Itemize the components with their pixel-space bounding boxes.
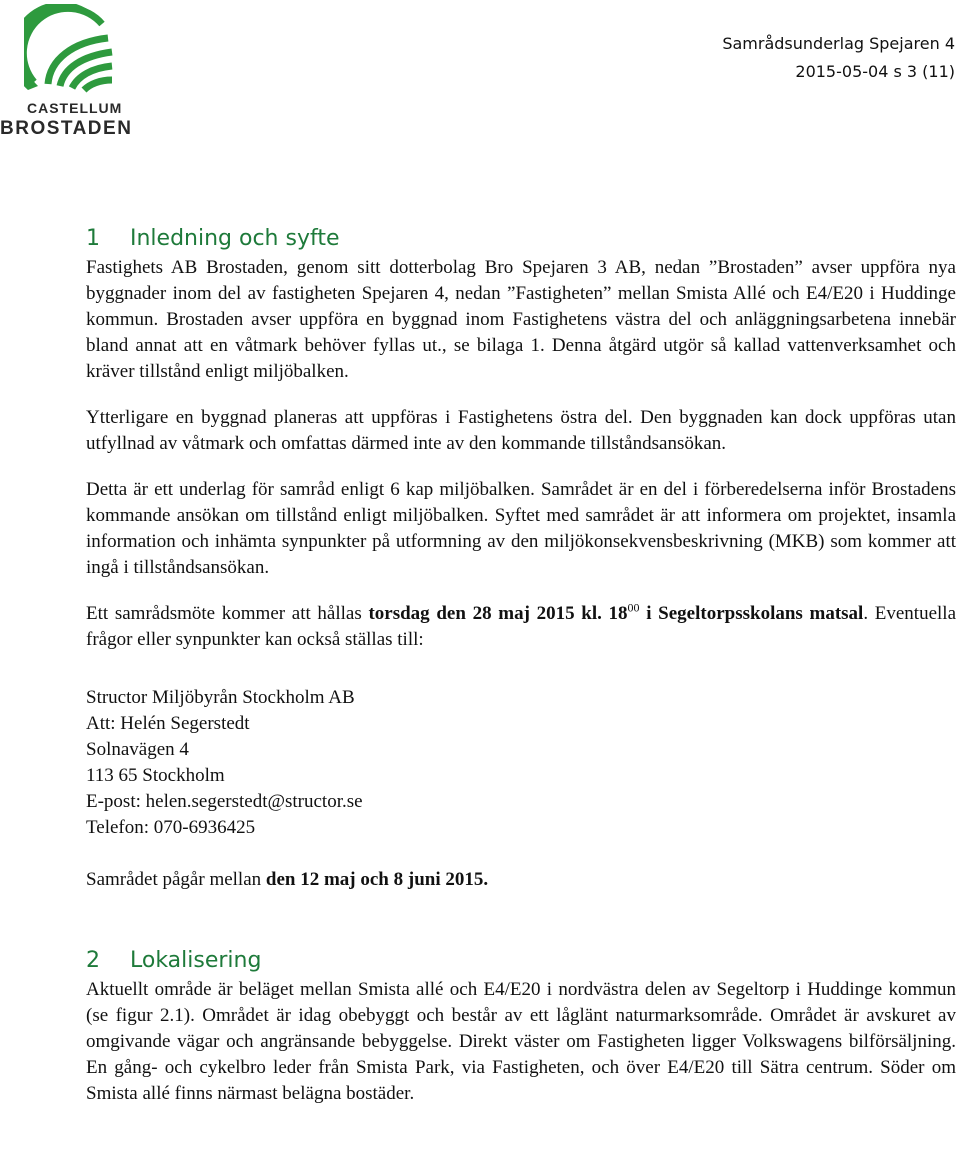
contact-email[interactable]: E-post: helen.segerstedt@structor.se	[86, 791, 363, 812]
section-1-paragraph-4	[86, 601, 956, 653]
castellum-logo-icon	[24, 4, 116, 96]
meeting-intro: Ett samrådsmöte kommer att hållas	[86, 603, 369, 624]
section-1-number: 1	[86, 226, 100, 251]
contact-street: Solnavägen 4	[86, 739, 189, 760]
contact-phone: Telefon: 070-6936425	[86, 817, 256, 838]
consultation-intro: Samrådet pågår mellan	[86, 869, 266, 890]
logo-company-text: CASTELLUM	[27, 100, 123, 116]
section-1-title: Inledning och syfte	[130, 226, 340, 251]
meeting-time-minutes: 00	[627, 600, 640, 615]
contact-company: Structor Miljöbyrån Stockholm AB	[86, 687, 355, 708]
document-body	[86, 223, 956, 1107]
section-2-title: Lokalisering	[130, 948, 262, 973]
section-2	[86, 945, 956, 1107]
meeting-date: torsdag den 28 maj 2015 kl. 18	[368, 603, 628, 624]
contact-person: Att: Helén Segerstedt	[86, 713, 250, 734]
contact-postal: 113 65 Stockholm	[86, 765, 225, 786]
section-2-paragraph-1: Aktuellt område är beläget mellan Smista allé och E4/E20 i nordvästra delen av Segeltorp i Huddinge kommun (se figur 2.1). Området är idag obebyggt och består av ett låglänt naturmarksområde. Området är avskuret av omgivande vägar och angränsande bebyggelse. Direkt väster om Fastigheten ligger Volkswagens bilförsäljning. En gång- och cykelbro leder från Smista Park, via Fastigheten, och över E4/E20 till Sätra centrum. Söder om Smista allé finns närmast belägna bostäder.	[86, 979, 956, 1104]
document-title: Samrådsunderlag Spejaren 4	[722, 34, 955, 53]
section-2-heading	[86, 945, 956, 977]
section-1-heading	[86, 223, 956, 255]
section-1-paragraph-3: Detta är ett underlag för samråd enligt 6 kap miljöbalken. Samrådet är en del i förberedelserna inför Brostadens kommande ansökan om tillstånd enligt miljöbalken. Syftet med samrådet är att informera om projektet, insamla information och inhämta synpunkter på utformning av den miljökonsekvensbeskrivning (MKB) som kommer att ingå i tillståndsansökan.	[86, 479, 956, 578]
consultation-dates: den 12 maj och 8 juni 2015.	[265, 869, 489, 890]
page-header	[722, 30, 955, 86]
section-2-number: 2	[86, 948, 100, 973]
company-logo	[0, 4, 150, 140]
section-1-paragraph-1: Fastighets AB Brostaden, genom sitt dotterbolag Bro Spejaren 3 AB, nedan ”Brostaden” avser uppföra nya byggnader inom del av fastigheten Spejaren 4, nedan ”Fastigheten” mellan Smista Allé och E4/E20 i Huddinge kommun. Brostaden avser uppföra en byggnad inom Fastighetens västra del och anläggningsarbetena innebär bland annat att en våtmark behöver fyllas ut., se bilaga 1. Denna åtgärd utgör så kallad vattenverksamhet och kräver tillstånd enligt miljöbalken.	[86, 257, 956, 382]
section-1-paragraph-2: Ytterligare en byggnad planeras att uppföras i Fastighetens östra del. Den byggnaden kan dock uppföras utan utfyllnad av våtmark och omfattas därmed inte av den kommande tillståndsansökan.	[86, 407, 956, 454]
document-date-page: 2015-05-04 s 3 (11)	[795, 62, 955, 81]
meeting-outro: . Eventuella frågor eller synpunkter kan också ställas till:	[86, 603, 956, 650]
consultation-period	[86, 867, 956, 893]
meeting-location: i Segeltorpsskolans matsal	[639, 603, 864, 624]
contact-address	[86, 685, 956, 841]
logo-brand-text: BROSTADEN	[0, 118, 133, 139]
